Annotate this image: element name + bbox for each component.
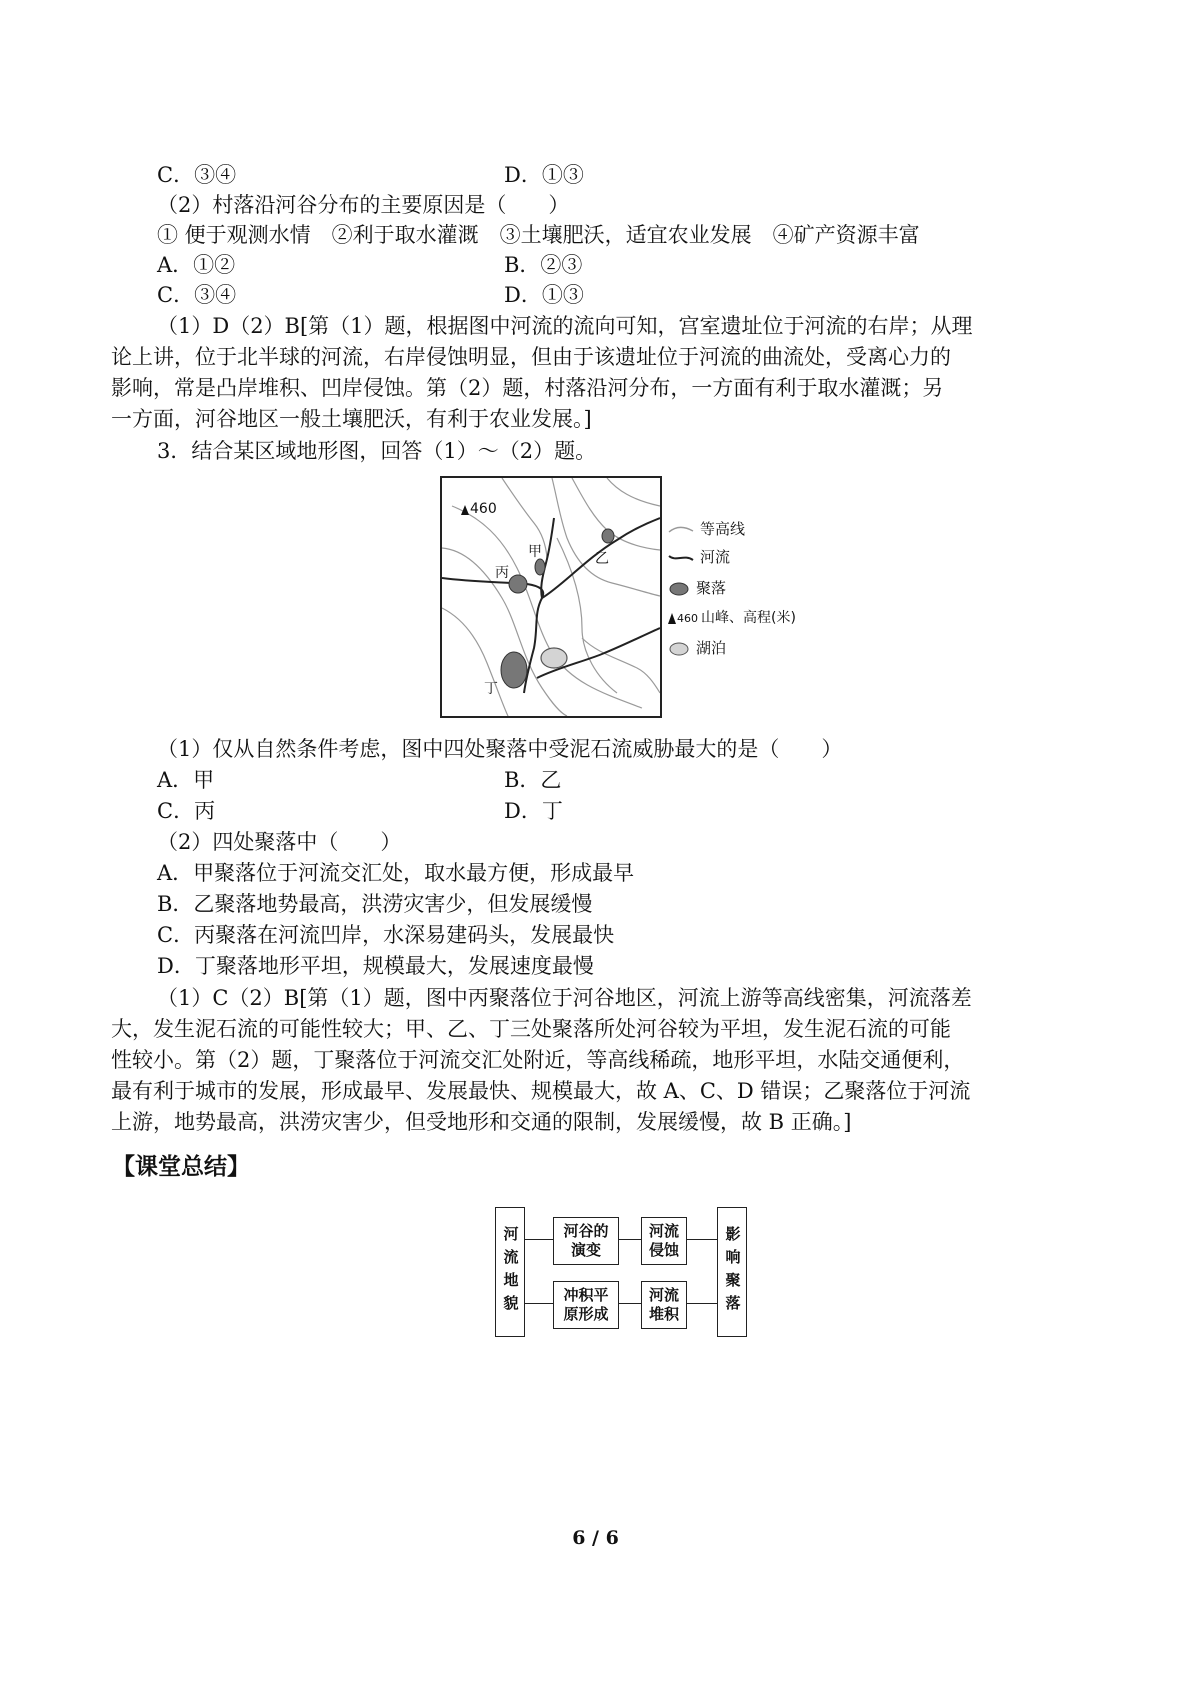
label-bing: 丙 [495,565,509,581]
q3-2-option-d: D．丁聚落地形平坦，规模最大，发展速度最慢 [157,954,594,978]
settlement-ding [501,652,527,688]
map-frame [440,476,662,718]
lake [541,648,567,668]
q3-1-option-a: A．甲 [157,768,215,792]
flow-connector [619,1303,641,1304]
flow-box-affect-settlement: 影响聚落 [717,1207,747,1337]
peak-label: 460 [470,501,497,517]
peak-legend-icon [668,612,676,624]
q2-2-choices: ① 便于观测水情 ②利于取水灌溉 ③土壤肥沃，适宜农业发展 ④矿产资源丰富 [157,223,920,247]
answer2-line-2: 论上讲，位于北半球的河流，右岸侵蚀明显，但由于该遗址位于河流的曲流处，受离心力的 [111,345,951,369]
q3-2-option-b: B．乙聚落地势最高，洪涝灾害少，但发展缓慢 [157,892,593,916]
answer3-line-2: 大，发生泥石流的可能性较大；甲、乙、丁三处聚落所处河谷较为平坦，发生泥石流的可能 [111,1017,951,1041]
q2-1-option-c: C．③④ [157,163,237,187]
summary-heading: 【课堂总结】 [112,1154,250,1180]
q3-2-stem: （2）四处聚落中（ ） [157,830,402,854]
flow-box-river-deposition: 河流堆积 [641,1281,687,1329]
answer2-line-3: 影响，常是凸岸堆积、凹岸侵蚀。第（2）题，村落沿河分布，一方面有利于取水灌溉；另 [111,376,944,400]
q2-2-option-d: D．①③ [504,283,584,307]
flow-connector [687,1303,717,1304]
page-number: 6 / 6 [572,1527,619,1549]
legend-river: 河流 [668,546,730,568]
settlement-icon [668,582,690,596]
label-jia: 甲 [528,544,542,560]
flow-connector [687,1239,717,1240]
lake-icon [668,642,690,656]
legend-settlement: 聚落 [668,577,726,599]
q2-2-option-b: B．②③ [504,253,583,277]
q3-2-option-c: C．丙聚落在河流凹岸，水深易建码头，发展最快 [157,923,615,947]
topographic-map [440,476,810,718]
answer3-line-4: 最有利于城市的发展，形成最早、发展最快、规模最大，故 A、C、D 错误；乙聚落位于河流 [111,1079,971,1103]
q3-stem: 3．结合某区域地形图，回答（1）～（2）题。 [157,439,597,463]
q2-1-option-d: D．①③ [504,163,584,187]
q3-1-stem: （1）仅从自然条件考虑，图中四处聚落中受泥石流威胁最大的是（ ） [157,737,843,761]
legend-lake: 湖泊 [668,637,726,659]
q3-1-option-c: C．丙 [157,799,216,823]
flow-box-river-erosion: 河流侵蚀 [641,1217,687,1265]
flow-box-valley-evolution: 河谷的演变 [553,1217,619,1265]
flow-connector [525,1239,553,1240]
label-yi: 乙 [595,551,609,567]
answer3-line-3: 性较小。第（2）题，丁聚落位于河流交汇处附近，等高线稀疏，地形平坦，水陆交通便利， [111,1048,965,1072]
summary-flowchart [495,1207,757,1339]
settlement-jia [535,559,545,575]
flow-connector [619,1239,641,1240]
contour-line-icon [668,525,694,535]
answer3-line-5: 上游，地势最高，洪涝灾害少，但受地形和交通的限制，发展缓慢，故 B 正确。] [111,1110,852,1134]
q3-1-option-d: D．丁 [504,799,563,823]
q2-2-option-a: A．①② [157,253,236,277]
legend-contour: 等高线 [668,518,745,540]
river-line-icon [668,553,694,563]
q3-2-option-a: A．甲聚落位于河流交汇处，取水最方便，形成最早 [157,861,635,885]
settlement-bing [509,575,527,593]
legend-peak: 460 山峰、高程(米) [668,607,796,629]
flow-box-alluvial-plain: 冲积平原形成 [553,1281,619,1329]
q2-2-option-c: C．③④ [157,283,237,307]
label-ding: 丁 [484,681,498,697]
answer2-line-4: 一方面，河谷地区一般土壤肥沃，有利于农业发展。] [111,407,592,431]
flow-box-river-landform: 河流地貌 [495,1207,525,1337]
q3-1-option-b: B．乙 [504,768,562,792]
settlement-yi [602,529,614,543]
q2-2-stem: （2）村落沿河谷分布的主要原因是（ ） [157,193,570,217]
answer2-line-1: （1）D（2）B[第（1）题，根据图中河流的流向可知，宫室遗址位于河流的右岸；从理 [157,314,973,338]
flow-connector [525,1303,553,1304]
answer3-line-1: （1）C（2）B[第（1）题，图中丙聚落位于河谷地区，河流上游等高线密集，河流落差 [157,986,972,1010]
